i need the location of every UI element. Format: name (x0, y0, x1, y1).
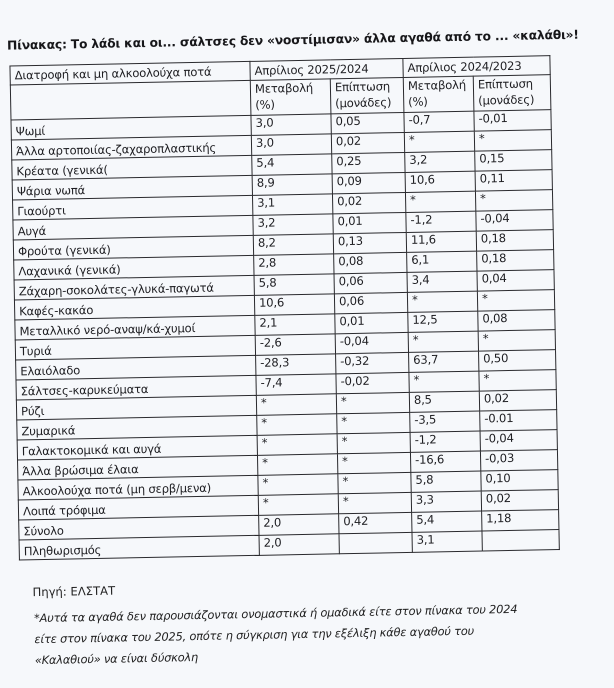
cell-change-pct-2024: 11,6 (406, 231, 476, 252)
row-label: Πληθωρισμός (19, 535, 259, 560)
row-label: Λαχανικά (γενικά) (14, 255, 254, 280)
cell-change-pct-2024: * (405, 191, 475, 212)
footnote (34, 597, 614, 671)
header-impact-units-2024 (473, 75, 551, 111)
cell-impact-units-2025: 0,09 (332, 172, 405, 193)
row-label: Τυριά (15, 335, 255, 360)
row-label: Λοιπά τρόφιμα (18, 495, 258, 520)
cell-impact-units-2025: 0,25 (332, 152, 405, 173)
cell-impact-units-2024: -0.01 (480, 410, 557, 431)
cell-change-pct-2024: * (408, 331, 478, 352)
cell-change-pct-2024: 8,5 (409, 391, 479, 412)
cell-change-pct-2025: 2,1 (255, 314, 335, 336)
header-line: (μονάδες) (335, 95, 392, 111)
cell-impact-units-2024: 0,04 (477, 270, 554, 291)
cell-change-pct-2025: 3,0 (251, 114, 331, 136)
header-line: Επίπτωση (334, 79, 391, 95)
row-label: Σύνολο (19, 515, 259, 540)
row-label: Μεταλλικό νερό-αναψ/κά-χυμοί (15, 315, 255, 340)
cell-change-pct-2024: -0,7 (404, 111, 474, 132)
cell-impact-units-2025: * (337, 412, 410, 433)
cell-change-pct-2024: 12,5 (408, 311, 478, 332)
row-label: Γαλακτοκομικά και αυγά (17, 435, 257, 460)
row-label: Σάλτσες-καρυκεύματα (16, 375, 256, 400)
row-label: Αλκοολούχα ποτά (μη σερβ/μενα) (18, 475, 258, 500)
cell-change-pct-2025: * (257, 414, 337, 436)
footnote-line: «Καλαθιού» να είναι δύσκολη (34, 650, 199, 668)
cell-impact-units-2025: 0,01 (335, 312, 408, 333)
cell-change-pct-2025: -2,6 (255, 334, 335, 356)
cell-change-pct-2024: 3,4 (407, 271, 477, 292)
header-line: Επίπτωση (477, 76, 534, 92)
cell-change-pct-2024: 63,7 (409, 351, 479, 372)
header-change-pct-2024 (403, 76, 474, 112)
cell-impact-units-2024: 0,15 (475, 150, 552, 171)
cell-impact-units-2024: * (478, 330, 555, 351)
table-title: Πίνακας: Το λάδι και οι... σάλτσες δεν «νοστίμισαν» άλλα αγαθά από το ... «καλάθι»! (6, 27, 579, 53)
price-change-table (9, 55, 559, 560)
cell-change-pct-2024: 6,1 (407, 251, 477, 272)
cell-change-pct-2025: * (258, 474, 338, 496)
cell-impact-units-2025: 0,08 (334, 252, 407, 273)
cell-change-pct-2024: 3,1 (412, 531, 482, 552)
cell-impact-units-2024: -0,01 (474, 110, 551, 131)
cell-impact-units-2025: * (336, 392, 409, 413)
cell-impact-units-2025: -0,32 (336, 352, 409, 373)
cell-change-pct-2025: 3,2 (253, 214, 333, 236)
cell-impact-units-2024: * (475, 190, 552, 211)
header-line: Μεταβολή (407, 77, 467, 93)
cell-impact-units-2024: -0,04 (476, 210, 553, 231)
cell-impact-units-2025: * (338, 492, 411, 513)
cell-impact-units-2025: 0,06 (334, 272, 407, 293)
cell-impact-units-2024: * (474, 130, 551, 151)
cell-impact-units-2024: 0,18 (476, 230, 553, 251)
cell-impact-units-2025: -0,04 (335, 332, 408, 353)
header-period-2024-2023: Απρίλιος 2024/2023 (403, 56, 550, 78)
header-empty-cell (10, 80, 251, 120)
cell-change-pct-2025: * (258, 494, 338, 516)
cell-impact-units-2025: * (337, 432, 410, 453)
cell-change-pct-2025: 3,1 (252, 194, 332, 216)
cell-impact-units-2025: 0,05 (331, 112, 404, 133)
cell-change-pct-2025: * (257, 434, 337, 456)
header-line: (μονάδες) (478, 92, 535, 108)
cell-impact-units-2024 (482, 530, 559, 551)
cell-impact-units-2024: 0,02 (481, 490, 558, 511)
cell-change-pct-2025: 10,6 (254, 294, 334, 316)
cell-change-pct-2025: 2,8 (254, 254, 334, 276)
cell-change-pct-2024: 5,4 (412, 511, 482, 532)
cell-change-pct-2024: -16,6 (410, 451, 480, 472)
cell-impact-units-2025 (339, 532, 412, 553)
row-label: Ζυμαρικά (17, 415, 257, 440)
footnote-line: *Αυτά τα αγαθά δεν παρουσιάζονται ονομαστικά ή ομαδικά είτε στον πίνακα του 2024 (33, 601, 518, 626)
cell-impact-units-2025: 0,06 (334, 292, 407, 313)
cell-impact-units-2024: 0,08 (478, 310, 555, 331)
cell-impact-units-2024: 0,10 (481, 470, 558, 491)
header-line: (%) (255, 97, 275, 112)
cell-impact-units-2025: 0,42 (339, 512, 412, 533)
row-label: Ψωμί (11, 115, 251, 140)
cell-change-pct-2024: 10,6 (405, 171, 475, 192)
row-label: Γιαούρτι (13, 195, 253, 220)
cell-change-pct-2025: -7,4 (256, 374, 336, 396)
cell-impact-units-2024: -0,03 (480, 450, 557, 471)
row-label: Ψάρια νωπά (12, 175, 252, 200)
cell-impact-units-2025: * (337, 452, 410, 473)
cell-impact-units-2024: 0,11 (475, 170, 552, 191)
row-label: Φρούτα (γενικά) (13, 235, 253, 260)
cell-change-pct-2025: * (257, 454, 337, 476)
cell-change-pct-2024: 3,3 (411, 491, 481, 512)
cell-change-pct-2024: * (407, 291, 477, 312)
cell-impact-units-2024: 0,02 (479, 390, 556, 411)
cell-change-pct-2024: 3,2 (405, 151, 475, 172)
cell-change-pct-2025: -28,3 (256, 354, 336, 376)
cell-change-pct-2025: * (256, 394, 336, 416)
cell-impact-units-2025: 0,02 (332, 192, 405, 213)
cell-change-pct-2025: 8,2 (253, 234, 333, 256)
header-line: (%) (408, 94, 428, 109)
cell-impact-units-2025: 0,01 (333, 212, 406, 233)
cell-change-pct-2024: -1,2 (410, 431, 480, 452)
row-label: Κρέατα (γενικά( (12, 155, 252, 180)
header-impact-units-2025 (330, 77, 404, 113)
row-label: Καφές-κακάο (14, 295, 254, 320)
cell-change-pct-2024: * (404, 131, 474, 152)
cell-change-pct-2025: 5,8 (254, 274, 334, 296)
cell-change-pct-2024: * (409, 371, 479, 392)
cell-impact-units-2024: -0,04 (480, 430, 557, 451)
cell-impact-units-2024: 0,50 (479, 350, 556, 371)
header-period-2025-2024: Απρίλιος 2025/2024 (250, 58, 403, 80)
cell-impact-units-2025: -0,02 (336, 372, 409, 393)
header-category: Διατροφή και μη αλκοολούχα ποτά (10, 61, 250, 85)
cell-impact-units-2024: * (479, 370, 556, 391)
header-change-pct-2025 (250, 79, 331, 116)
row-label: Άλλα αρτοποιίας-ζαχαροπλαστικής (11, 135, 251, 160)
header-line: Μεταβολή (254, 80, 314, 96)
source-note: Πηγή: ΕΛΣΤΑΤ (32, 583, 116, 600)
cell-change-pct-2025: 5,4 (252, 154, 332, 176)
cell-impact-units-2025: 0,02 (331, 132, 404, 153)
row-label: Άλλα βρώσιμα έλαια (18, 455, 258, 480)
cell-impact-units-2025: * (338, 472, 411, 493)
row-label: Ζάχαρη-σοκολάτες-γλυκά-παγωτά (14, 275, 254, 300)
row-label: Ρύζι (16, 395, 256, 420)
cell-change-pct-2024: -3,5 (410, 411, 480, 432)
row-label: Ελαιόλαδο (16, 355, 256, 380)
cell-impact-units-2024: 0,18 (477, 250, 554, 271)
cell-change-pct-2024: -1,2 (406, 211, 476, 232)
footnote-line: είτε στον πίνακα του 2025, οπότε η σύγκριση για την εξέλιξη κάθε αγαθού του (34, 623, 475, 647)
cell-impact-units-2025: 0,13 (333, 232, 406, 253)
cell-change-pct-2025: 8,9 (252, 174, 332, 196)
cell-impact-units-2024: * (477, 290, 554, 311)
cell-change-pct-2025: 2,0 (259, 534, 339, 556)
cell-change-pct-2025: 2,0 (259, 514, 339, 536)
row-label: Αυγά (13, 215, 253, 240)
cell-change-pct-2025: 3,0 (251, 134, 331, 156)
cell-impact-units-2024: 1,18 (482, 510, 559, 531)
cell-change-pct-2024: 5,8 (411, 471, 481, 492)
